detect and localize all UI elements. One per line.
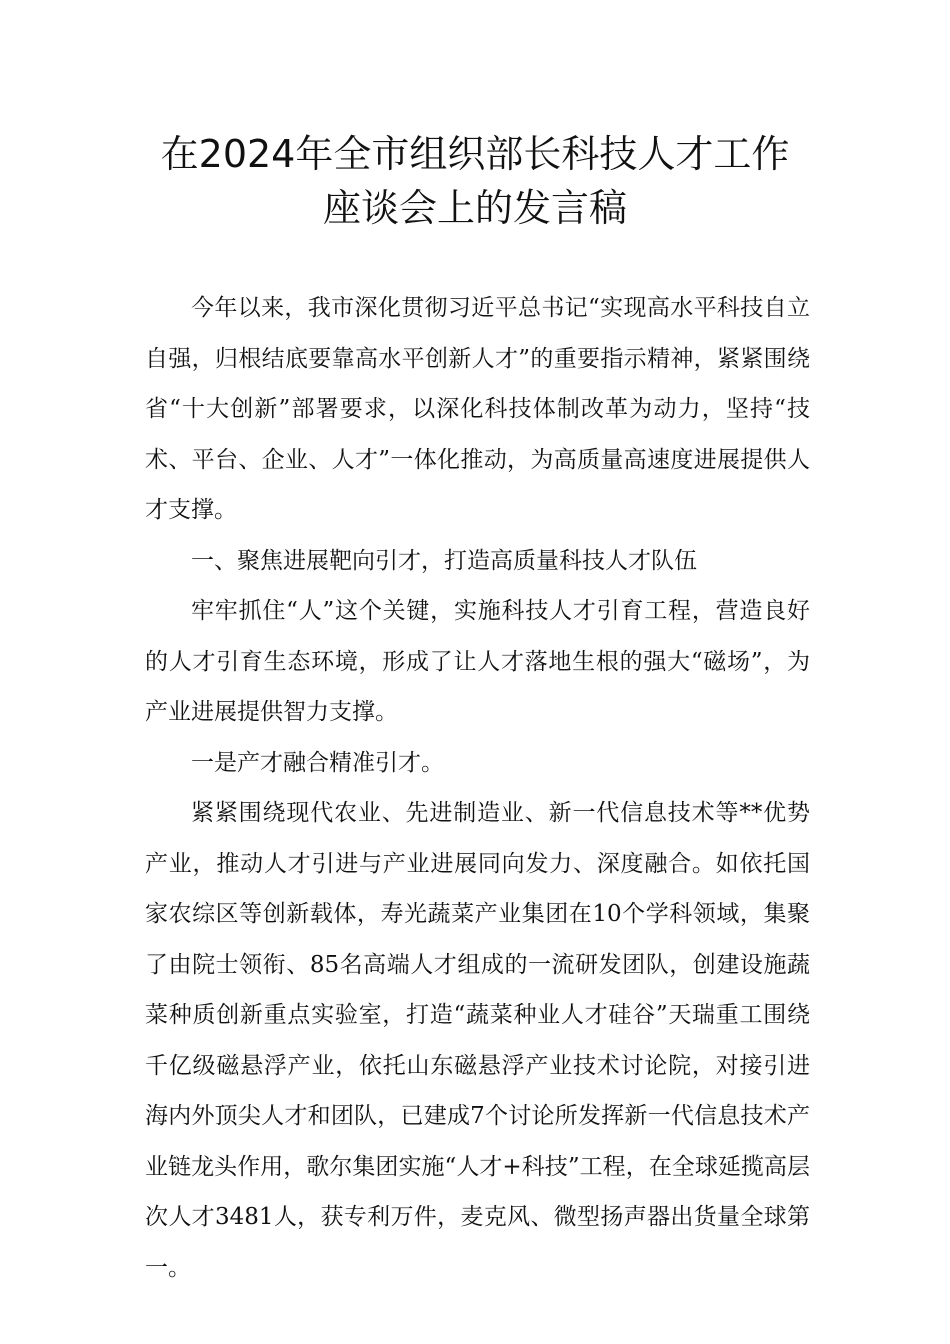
- document-title-line-1: 在2024年全市组织部长科技人才工作: [160, 132, 790, 176]
- paragraph-subheading-1-detail: 紧紧围绕现代农业、先进制造业、新一代信息技术等**优势产业，推动人才引进与产业进展同向发力、深度融合。如依托国家农综区等创新载体，寿光蔬菜产业集团在10个学科领域，集聚了由院士领衔、85名高端人才组成的一流研发团队，创建设施蔬菜种质创新重点实验室，打造“蔬菜种业人才硅谷”天瑞重工围绕千亿级磁悬浮产业，依托山东磁悬浮产业技术讨论院，对接引进海内外顶尖人才和团队，已建成7个讨论所发挥新一代信息技术产业链龙头作用，歌尔集团实施“人才+科技”工程，在全球延揽高层次人才3481人，获专利万件，麦克风、微型扬声器出货量全球第一。: [145, 800, 810, 1281]
- document-title-line-2: 座谈会上的发言稿: [322, 186, 627, 230]
- paragraph-section-1-summary: 牢牢抓住“人”这个关键，实施科技人才引育工程，营造良好的人才引育生态环境，形成了让人才落地生根的强大“磁场”，为产业进展提供智力支撑。: [145, 598, 810, 725]
- document-body: [145, 283, 810, 1293]
- subheading-1: 一是产才融合精准引才。: [191, 749, 444, 776]
- paragraph-intro: 今年以来，我市深化贯彻习近平总书记“实现高水平科技自立自强，归根结底要靠高水平创新人才”的重要指示精神，紧紧围绕省“十大创新”部署要求，以深化科技体制改革为动力，坚持“技术、平台、企业、人才”一体化推动，为高质量高速度进展提供人才支撑。: [145, 295, 810, 523]
- section-heading-1: 一、聚焦进展靶向引才，打造高质量科技人才队伍: [191, 547, 697, 574]
